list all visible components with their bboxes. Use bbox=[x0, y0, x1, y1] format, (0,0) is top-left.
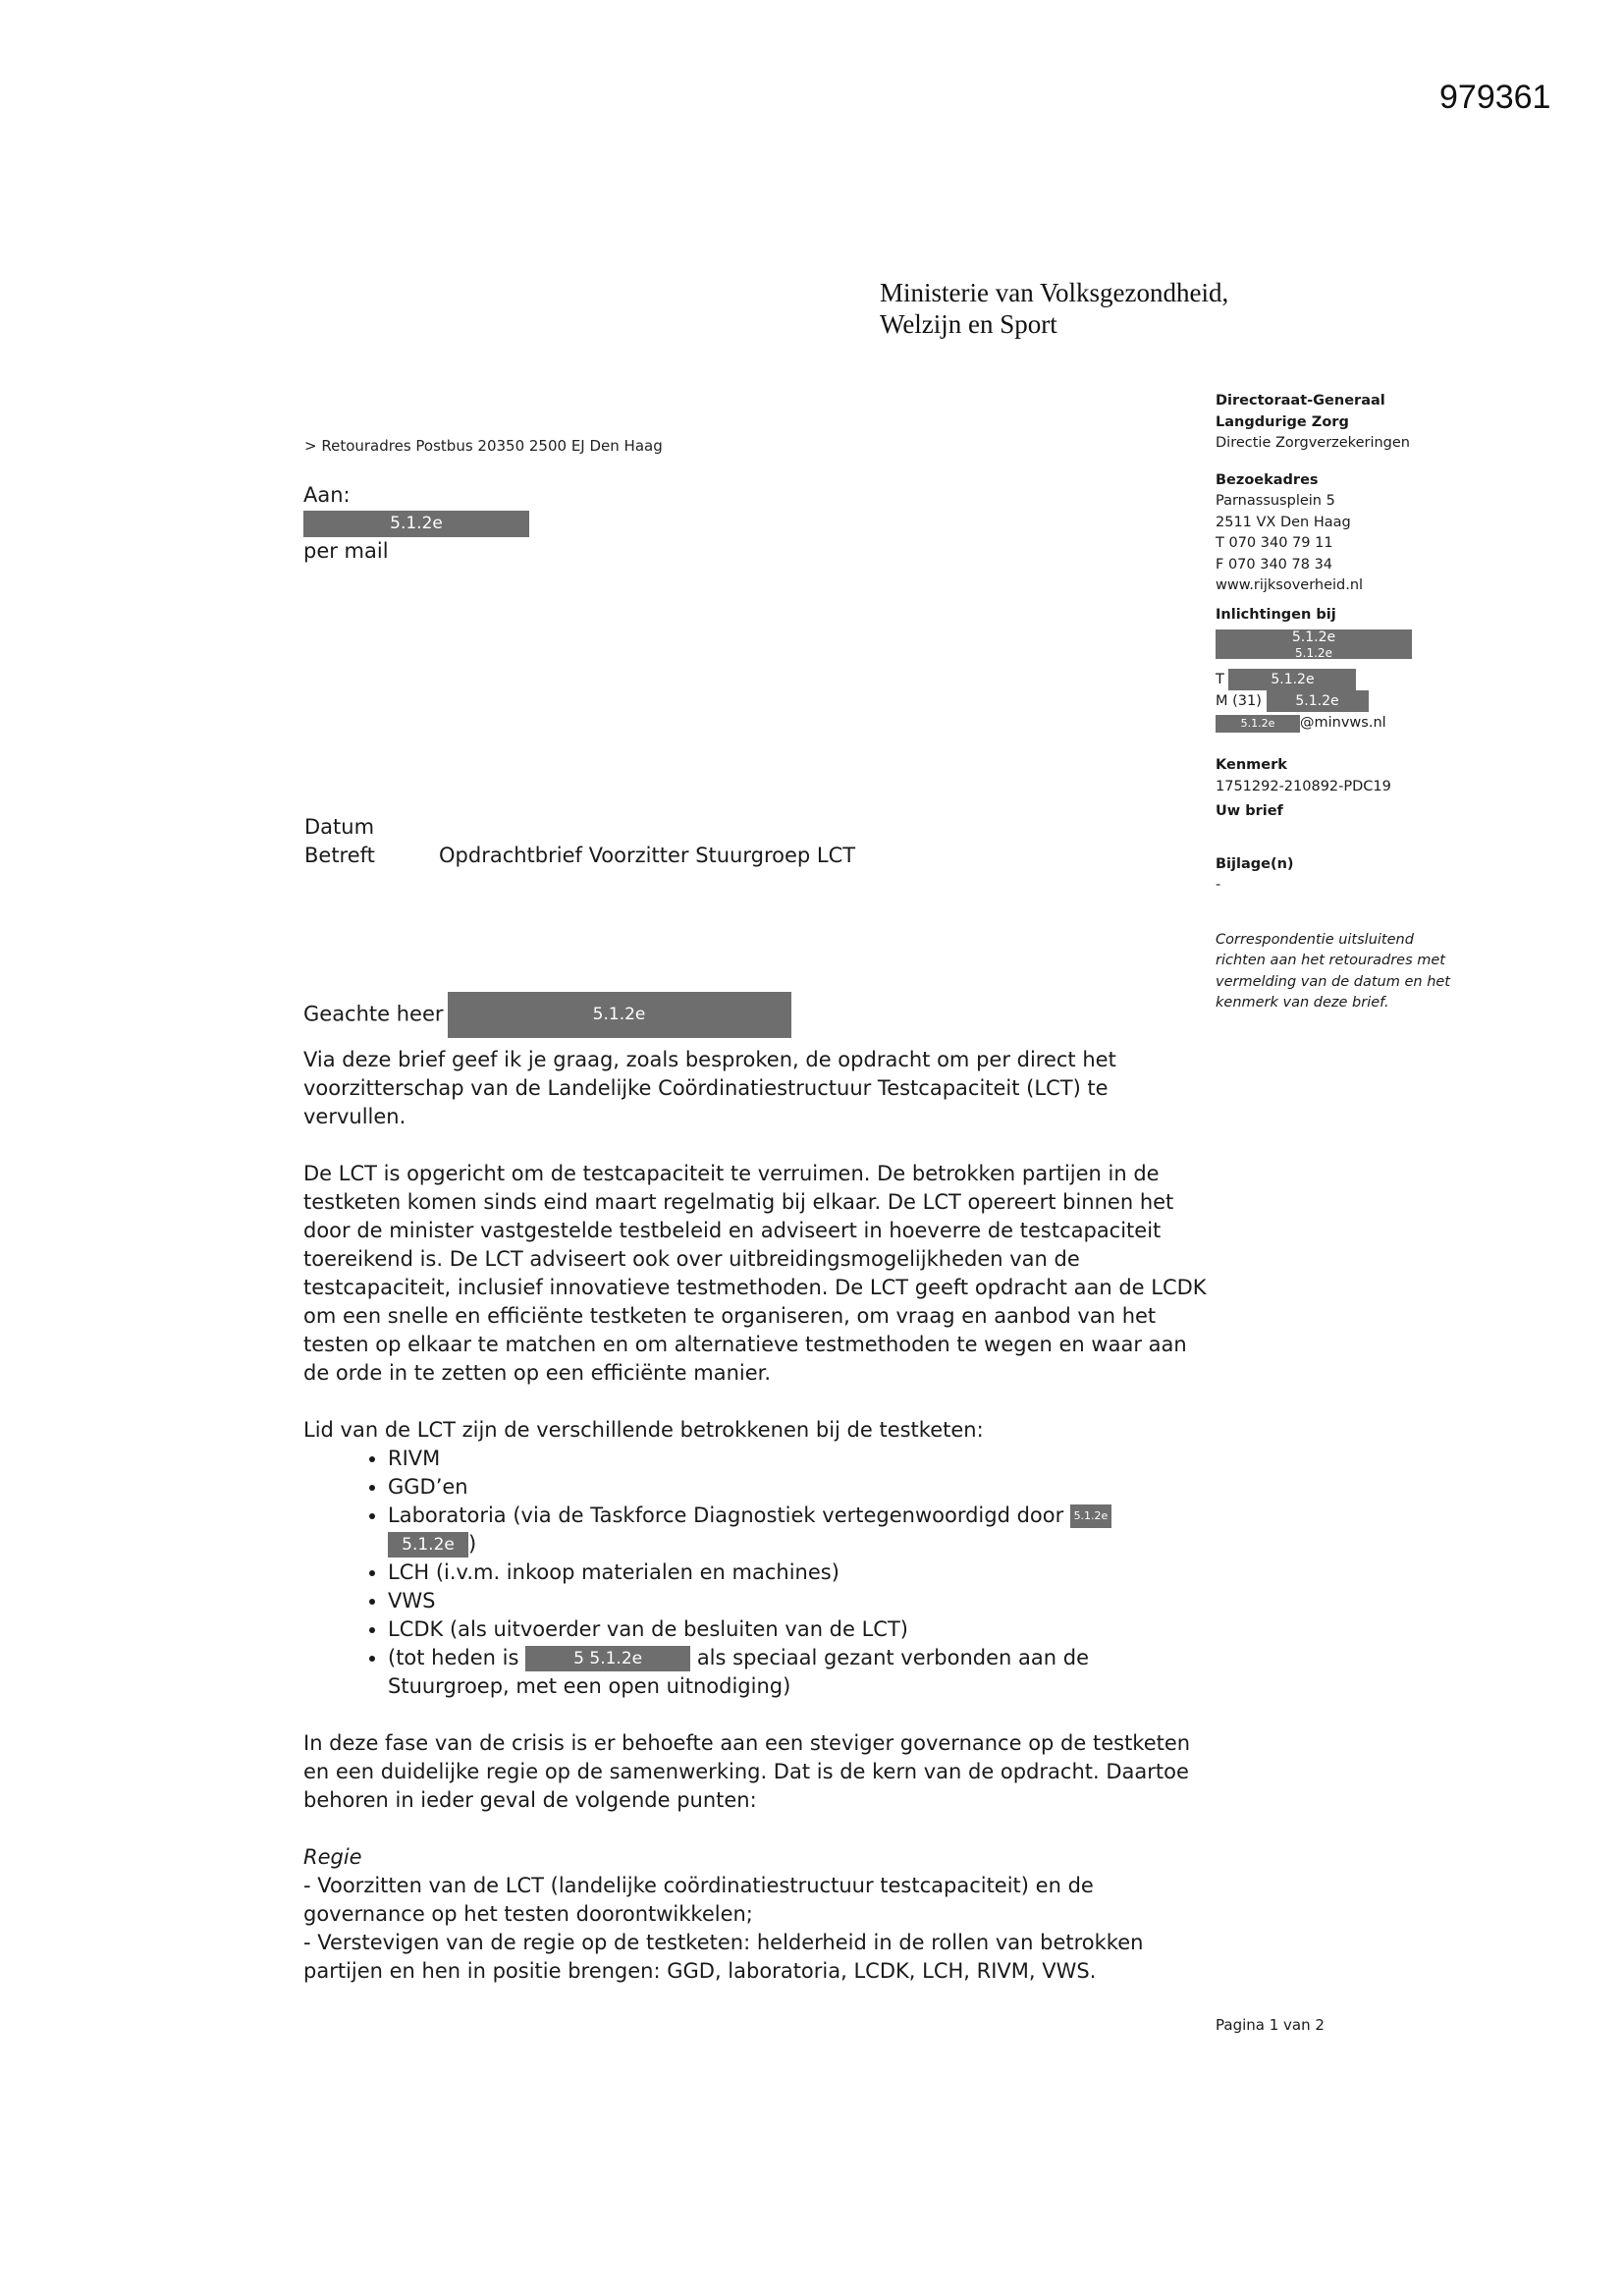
paragraph-2: De LCT is opgericht om de testcapaciteit te verruimen. De betrokken partijen in de testketen komen sinds eind maart regelmatig bij elkaar. De LCT opereert binnen het door de minister vastgestelde testbeleid en adviseert in hoeverre de testcapaciteit toereikend is. De LCT adviseert ook over uitbreidingsmogelijkheden van de testcapaciteit, inclusief innovatieve testmethoden. De LCT geeft opdracht aan de LCDK om een snelle en efficiënte testketen te organiseren, om vraag en aanbod van het testen op elkaar te matchen en om alternatieve testmethoden te wegen en waar aan de orde in te zetten op een efficiënte manier. bbox=[303, 1162, 1207, 1385]
list-item: • RIVM bbox=[388, 1445, 1207, 1473]
info-mobile-prefix: M (31) bbox=[1216, 693, 1262, 709]
info-mobile-redaction: 5.1.2e bbox=[1267, 690, 1369, 712]
info-phone-prefix: T bbox=[1216, 671, 1224, 687]
letter-meta bbox=[304, 813, 855, 870]
regie-heading: Regie bbox=[303, 1845, 362, 1869]
info-email-suffix: @minvws.nl bbox=[1300, 714, 1386, 731]
subject-value: Opdrachtbrief Voorzitter Stuurgroep LCT bbox=[439, 844, 856, 867]
members-intro: Lid van de LCT zijn de verschillende betrokkenen bij de testketen: bbox=[303, 1418, 984, 1442]
subject-label: Betreft bbox=[304, 844, 375, 867]
document-number: 979361 bbox=[1439, 79, 1551, 116]
ministry-logo-text bbox=[880, 277, 1228, 340]
info-phone-redaction: 5.1.2e bbox=[1228, 669, 1356, 690]
visit-street: Parnassusplein 5 bbox=[1216, 493, 1335, 509]
info-email-redaction: 5.1.2e bbox=[1216, 715, 1300, 733]
return-address: > Retouradres Postbus 20350 2500 EJ Den Haag bbox=[304, 437, 663, 455]
dg-line-1: Directoraat-Generaal bbox=[1216, 393, 1385, 409]
reference-value: 1751292-210892-PDC19 bbox=[1216, 778, 1391, 794]
fax: F 070 340 78 34 bbox=[1216, 556, 1333, 573]
recipient-label: Aan: bbox=[303, 483, 351, 507]
page-number: Pagina 1 van 2 bbox=[1216, 2016, 1325, 2034]
list-item: • Laboratoria (via de Taskforce Diagnostiek vertegenwoordigd door 5.1.2e 5.1.2e ) bbox=[388, 1502, 1207, 1558]
date-label: Datum bbox=[304, 815, 375, 839]
attachments-value: - bbox=[1216, 877, 1221, 893]
list-item: • GGD’en bbox=[388, 1473, 1207, 1502]
website: www.rijksoverheid.nl bbox=[1216, 577, 1364, 593]
dg-line-2: Langdurige Zorg bbox=[1216, 413, 1349, 430]
member-redaction: 5.1.2e bbox=[388, 1532, 468, 1558]
visit-address-label: Bezoekadres bbox=[1216, 471, 1319, 488]
visit-city: 2511 VX Den Haag bbox=[1216, 514, 1351, 530]
recipient-block bbox=[303, 481, 529, 565]
member-redaction: 5 5.1.2e bbox=[525, 1646, 690, 1671]
paragraph-1: Via deze brief geef ik je graag, zoals besproken, de opdracht om per direct het voorzitterschap van de Landelijke Coördinatiestructuur Testcapaciteit (LCT) te vervullen. bbox=[303, 1048, 1116, 1128]
member-redaction: 5.1.2e bbox=[1070, 1504, 1111, 1528]
letter-body bbox=[303, 992, 1207, 1986]
list-item: • LCDK (als uitvoerder van de besluiten van de LCT) bbox=[388, 1615, 1207, 1644]
attachments-label: Bijlage(n) bbox=[1216, 855, 1294, 872]
members-list bbox=[303, 1445, 1207, 1701]
correspondence-note: Correspondentie uitsluitend richten aan het retouradres met vermelding van de datum en het kenmerk van deze brief. bbox=[1216, 931, 1450, 1011]
recipient-delivery: per mail bbox=[303, 538, 389, 563]
list-item: • (tot heden is 5 5.1.2e als speciaal gezant verbonden aan de Stuurgroep, met een open uitnodiging) bbox=[388, 1644, 1207, 1701]
regie-point-2: - Verstevigen van de regie op de testketen: helderheid in de rollen van betrokken partijen en hen in positie brengen: GGD, laboratoria, LCDK, LCH, RIVM, VWS. bbox=[303, 1931, 1144, 1983]
ministry-line-2: Welzijn en Sport bbox=[880, 309, 1057, 339]
paragraph-3: In deze fase van de crisis is er behoefte aan een steviger governance op de testketen en een duidelijke regie op de samenwerking. Dat is de kern van de opdracht. Daartoe behoren in ieder geval de volgende punten: bbox=[303, 1731, 1191, 1812]
your-letter-label: Uw brief bbox=[1216, 803, 1283, 819]
info-redaction: 5.1.2e 5.1.2e bbox=[1216, 629, 1412, 659]
recipient-redaction: 5.1.2e bbox=[303, 511, 529, 537]
greeting-redaction: 5.1.2e bbox=[448, 992, 791, 1038]
sidebar-colofon bbox=[1216, 391, 1461, 1014]
list-item: • VWS bbox=[388, 1587, 1207, 1615]
phone: T 070 340 79 11 bbox=[1216, 535, 1333, 551]
reference-label: Kenmerk bbox=[1216, 757, 1287, 773]
ministry-line-1: Ministerie van Volksgezondheid, bbox=[880, 278, 1229, 307]
info-label: Inlichtingen bij bbox=[1216, 606, 1336, 623]
list-item: • LCH (i.v.m. inkoop materialen en machines) bbox=[388, 1558, 1207, 1587]
regie-point-1: - Voorzitten van de LCT (landelijke coördinatiestructuur testcapaciteit) en de governance op het testen doorontwikkelen; bbox=[303, 1874, 1094, 1926]
directie: Directie Zorgverzekeringen bbox=[1216, 435, 1410, 451]
greeting: Geachte heer 5.1.2e bbox=[303, 992, 1207, 1038]
